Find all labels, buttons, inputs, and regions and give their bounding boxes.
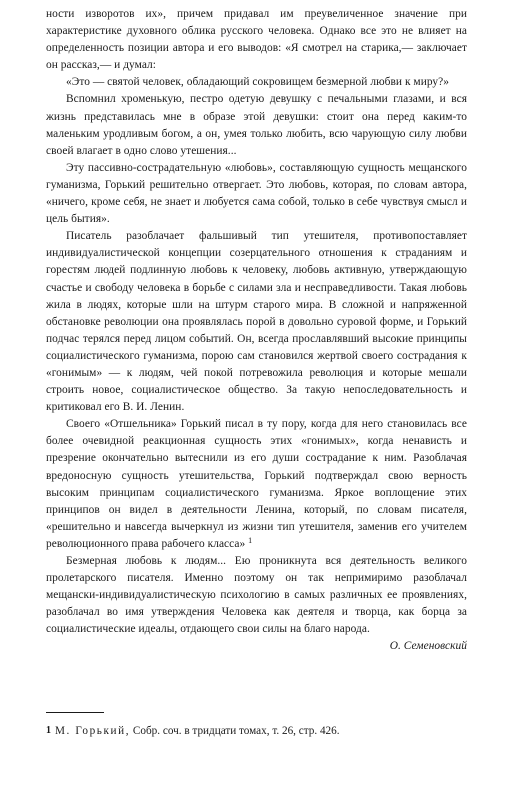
footnote-divider: [46, 712, 104, 713]
author-signature: О. Семеновский: [389, 640, 467, 653]
paragraph-continuation: ности изворотов их», причем придавал им преувеличенное значение при характеристике духовного облика русского человека. Однако все это не влияет на определенность позиции автора и его выводов: «Я смотрел на старика,— заключает он рассказ,— и думал:: [46, 8, 467, 72]
paragraph-writer-exposes: Писатель разоблачает фальшивый тип утешителя, противопоставляет индивидуалистической концепции созерцательного отношения к страданиям и горестям людей подлинную любовь к человеку, любовь активную, утверждающую счастье и свободу человека в борьбе с силами зла и несправедливости. Такая любовь жила в людях, которые шли на штурм старого мира. В сложной и напряженной обстановке революции она проявлялась порой в довольно суровой форме, и Горький подчас терялся перед лицом событий. Он, всегда прославлявший высокие принципы социалистического гуманизма, порою сам становился жертвой своего сострадания к «гонимым» — к людям, чей покой потревожила революция и которые мешали строить новое, социалистическое общество. За такую непоследовательность и критиковал его В. И. Ленин.: [46, 230, 467, 414]
footnote-mark: 1: [46, 725, 51, 736]
article-body: [46, 6, 467, 656]
paragraph-hermit: [46, 416, 467, 553]
footnote: [46, 723, 467, 739]
paragraph-hermit-text: Своего «Отшельника» Горький писал в ту пору, когда для него становилась все более очевидной реакционная сущность этих «гонимых», когда ненависть и презрение окончательно вытеснили из его души сострадание к ним. Разоблачая вредоносную сущность утешительства, Горький подтверждал свою верность высоким принципам социалистического гуманизма. Яркое воплощение этих принципов он видел в деятельности Ленина, который, по словам писателя, «решительно и навсегда вычеркнул из жизни тип утешителя, заменив его учителем революционного права рабочего класса»: [46, 418, 467, 550]
footnote-author: М. Горький,: [55, 725, 131, 737]
paragraph-quote: «Это — святой человек, обладающий сокровищем безмерной любви к миру?»: [66, 76, 450, 89]
paragraph-memory: Вспомнил хроменькую, пестро одетую девушку с печальными глазами, и вся жизнь представилась мне в образе этой девушки: стоит она перед каким-то маленьким уродливым богом, а он, умея только любить, всю чарующую силу любви своей влагает в одно слово утешения...: [46, 93, 467, 157]
paragraph-boundless-love: Безмерная любовь к людям... Ею проникнута вся деятельность великого пролетарского писателя. Именно поэтому он так непримиримо разоблачал мещански-индивидуалистическую психологию в самых различных ее проявлениях, разоблачал во имя утверждения Человека как деятеля и творца, как борца за социалистические идеалы, отдающего свои силы на благо народа.: [46, 555, 467, 636]
paragraph-passive-love: Эту пассивно-сострадательную «любовь», составляющую сущность мещанского гуманизма, Горький решительно отвергает. Это любовь, которая, по словам автора, «ничего, кроме себя, не знает и любуется сама собой, только в себе чувствуя смысл и цель бытия».: [46, 161, 467, 226]
footnote-reference: 1: [248, 535, 253, 545]
footnote-source: Собр. соч. в тридцати томах, т. 26, стр. 426.: [132, 725, 340, 737]
